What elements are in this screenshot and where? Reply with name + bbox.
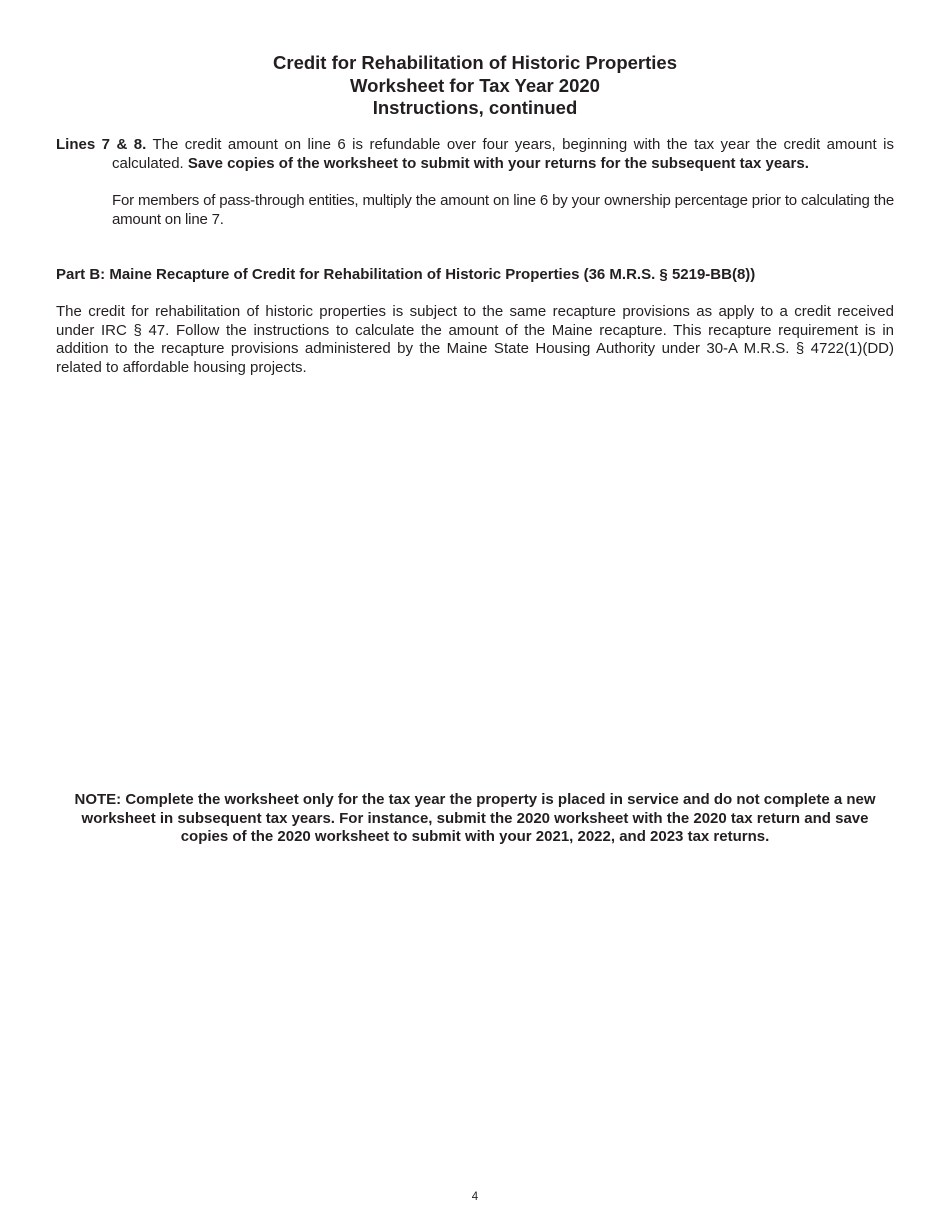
title-line-1: Credit for Rehabilitation of Historic Properties <box>273 52 677 73</box>
page-number: 4 <box>471 1191 479 1203</box>
note-paragraph: NOTE: Complete the worksheet only for the tax year the property is placed in service and do not complete a new worksheet in subsequent tax years. For instance, submit the 2020 worksheet with the 2020 tax return and save copies of the 2020 worksheet to submit with your 2021, 2022, and 2023 tax returns. <box>74 791 876 845</box>
lines-7-8-bold-text: Save copies of the worksheet to submit with your returns for the subsequent tax years. <box>187 154 809 172</box>
lines-7-8-instructions <box>56 136 894 173</box>
pass-through-paragraph: For members of pass-through entities, multiply the amount on line 6 by your ownership percentage prior to calculating the amount on line 7. <box>112 192 894 228</box>
title-line-3: Instructions, continued <box>372 97 578 118</box>
lines-7-8-text: The credit amount on line 6 is refundable over four years, beginning with the tax year the credit amount is calculated. <box>112 136 894 172</box>
part-b-body: The credit for rehabilitation of historic properties is subject to the same recapture provisions as apply to a credit received under IRC § 47. Follow the instructions to calculate the amount of the Maine recapture. This recapture requirement is in addition to the recapture provisions administered by the Maine State Housing Authority under 30-A M.R.S. § 4722(1)(DD) related to affordable housing projects. <box>56 303 894 376</box>
part-b-heading: Part B: Maine Recapture of Credit for Rehabilitation of Historic Properties (36 M.R.S. § 5219-BB(8)) <box>56 266 756 283</box>
title-line-2: Worksheet for Tax Year 2020 <box>350 74 600 96</box>
lines-7-8-label: Lines 7 & 8. <box>56 136 147 153</box>
page-title <box>0 52 950 120</box>
